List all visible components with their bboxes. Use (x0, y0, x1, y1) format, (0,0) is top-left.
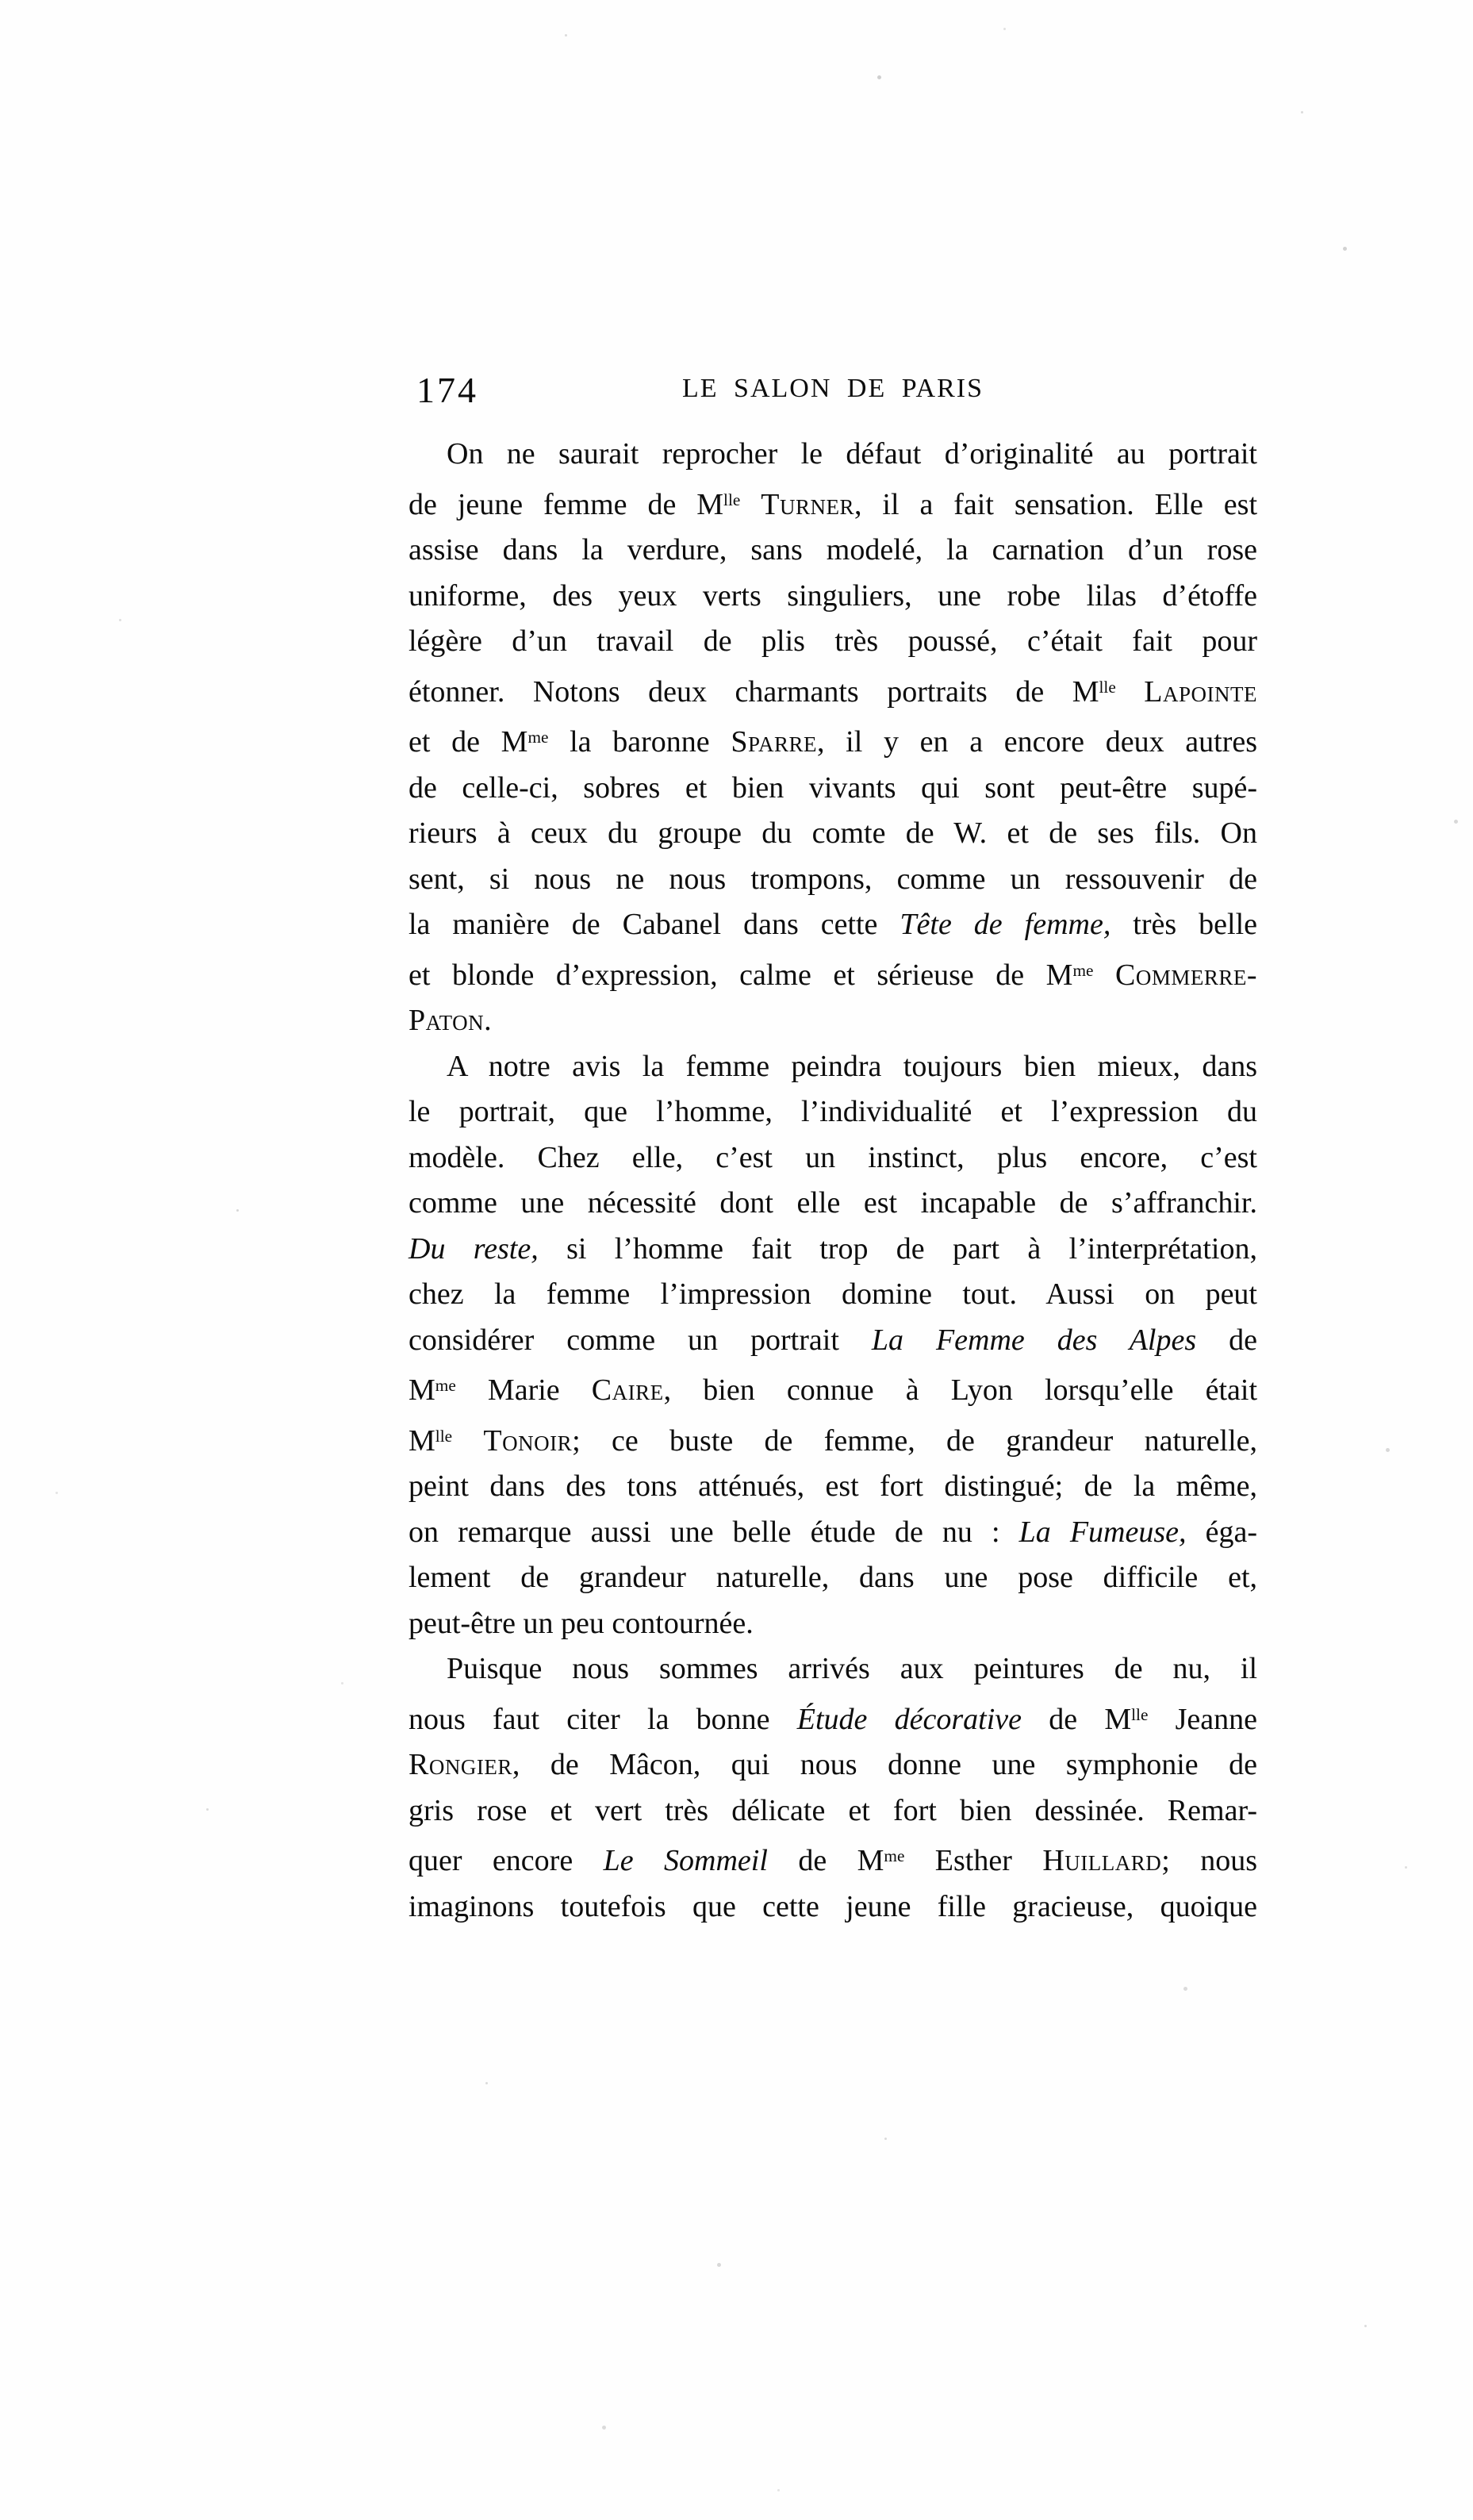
artwork-title: Du reste, (409, 1231, 539, 1266)
text-line (409, 1363, 1257, 1414)
text-line (409, 1414, 1257, 1465)
text-segment: considérer comme un portrait (409, 1323, 872, 1357)
text-segment: Jeanne (1148, 1702, 1257, 1736)
text-line (409, 619, 1257, 665)
text-line (409, 811, 1257, 857)
text-line (409, 998, 1257, 1044)
text-segment: comme une nécessité dont elle est incapable de s’affranchir. (409, 1186, 1257, 1220)
text-segment: modèle. Chez elle, c’est un instinct, plus encore, c’est (409, 1140, 1257, 1174)
text-segment: quer encore (409, 1844, 604, 1878)
person-name: Huillard (1042, 1844, 1162, 1878)
text-line (409, 1318, 1257, 1364)
abbreviation-superscript: me (435, 1376, 456, 1396)
text-segment: . (484, 1004, 492, 1038)
abbreviation-superscript: me (884, 1846, 905, 1866)
text-segment (740, 488, 761, 521)
text-segment (1093, 958, 1115, 992)
text-segment: le portrait, que l’homme, l’individualité et l’expression du (409, 1095, 1257, 1129)
text-segment: M (409, 1423, 435, 1458)
text-segment: sent, si nous ne nous trompons, comme un ressouvenir de (409, 862, 1257, 896)
text-segment (452, 1424, 483, 1458)
text-segment: nous faut citer la bonne (409, 1702, 797, 1736)
artwork-title: La Fumeuse, (1018, 1515, 1187, 1549)
abbreviation-superscript: me (1072, 960, 1094, 980)
text-segment: uniforme, des yeux verts singuliers, une robe lilas d’étoffe (409, 578, 1257, 613)
person-name: Commerre- (1114, 958, 1258, 992)
person-name: Sparre (731, 725, 817, 759)
text-line (409, 1788, 1257, 1834)
text-segment: et blonde d’expression, calme et sérieuse de M (409, 958, 1073, 992)
page-header (409, 372, 1257, 428)
text-segment: peint dans des tons atténués, est fort distingué; de la même, (409, 1469, 1257, 1504)
text-line (409, 1646, 1257, 1692)
scan-noise (0, 0, 2, 2)
person-name: Caire (591, 1373, 664, 1408)
text-segment: lement de grandeur naturelle, dans une pose difficile et, (409, 1561, 1257, 1595)
person-name: Lapointe (1144, 674, 1257, 709)
text-segment: de celle-ci, sobres et bien vivants qui sont peut-être supé- (409, 770, 1257, 805)
person-name: Tonoir (483, 1423, 573, 1458)
text-segment: , de Mâcon, qui nous donne une symphonie de (512, 1748, 1257, 1782)
text-line (409, 665, 1257, 716)
text-segment: la baronne (548, 725, 731, 759)
text-segment: légère d’un travail de plis très poussé, c’était fait pour (409, 624, 1257, 659)
text-segment: Marie (455, 1373, 592, 1408)
person-name: Paton (409, 1004, 485, 1038)
text-segment: chez la femme l’impression domine tout. Aussi on peut (409, 1277, 1257, 1312)
text-line (409, 1692, 1257, 1743)
text-line (409, 1742, 1257, 1788)
text-segment (1116, 675, 1145, 709)
text-line (409, 1089, 1257, 1135)
text-line (409, 1834, 1257, 1884)
text-segment: peut-être un peu contournée. (409, 1606, 754, 1640)
text-segment: de M (1022, 1702, 1132, 1736)
text-segment: On ne saurait reprocher le défaut d’originalité au portrait (447, 437, 1257, 471)
text-line (409, 1272, 1257, 1318)
text-line (409, 715, 1257, 766)
text-line (409, 1555, 1257, 1601)
text-line (409, 1044, 1257, 1090)
text-line (409, 766, 1257, 812)
page-number: 174 (416, 370, 478, 410)
text-segment: , bien connue à Lyon lorsqu’elle était (663, 1373, 1258, 1408)
text-segment: rieurs à ceux du groupe du comte de W. et de ses fils. On (409, 816, 1257, 851)
text-segment: gris rose et vert très délicate et fort bien dessinée. Remar- (409, 1793, 1257, 1827)
text-segment: imaginons toutefois que cette jeune fille gracieuse, quoique (409, 1890, 1257, 1923)
text-segment: de M (767, 1844, 884, 1878)
text-segment: ; ce buste de femme, de grandeur naturelle, (572, 1423, 1258, 1458)
text-line (409, 902, 1257, 948)
text-segment: si l’homme fait trop de part à l’interprétation, (538, 1231, 1257, 1266)
text-line (409, 432, 1257, 478)
text-line (409, 1181, 1257, 1227)
artwork-title: Étude décorative (796, 1702, 1022, 1736)
page-body (409, 432, 1257, 1930)
text-segment: on remarque aussi une belle étude de nu : (409, 1515, 1019, 1549)
abbreviation-superscript: me (527, 728, 549, 747)
text-segment: assise dans la verdure, sans modelé, la carnation d’un rose (409, 533, 1257, 567)
artwork-title: La Femme des Alpes (871, 1323, 1197, 1357)
text-line (409, 1227, 1257, 1273)
text-segment: M (409, 1373, 435, 1408)
abbreviation-superscript: lle (1131, 1704, 1149, 1724)
text-segment: A notre avis la femme peindra toujours bien mieux, dans (447, 1049, 1257, 1083)
text-line (409, 1601, 1257, 1647)
abbreviation-superscript: lle (1099, 677, 1116, 697)
text-line (409, 1135, 1257, 1181)
text-line (409, 857, 1257, 903)
text-line (409, 948, 1257, 999)
text-segment: très belle (1111, 908, 1257, 942)
text-segment: et de M (409, 725, 528, 759)
text-segment: de (1196, 1323, 1257, 1357)
text-segment: étonner. Notons deux charmants portraits de M (409, 674, 1099, 709)
text-segment: de jeune femme de M (409, 487, 724, 521)
abbreviation-superscript: lle (435, 1426, 453, 1446)
text-line (409, 1884, 1257, 1930)
abbreviation-superscript: lle (723, 490, 741, 509)
artwork-title: Le Sommeil (603, 1844, 768, 1878)
artwork-title: Tête de femme, (900, 908, 1111, 942)
text-line (409, 1464, 1257, 1510)
text-line (409, 528, 1257, 574)
text-segment: , il y en a encore deux autres (817, 725, 1258, 759)
text-line (409, 478, 1257, 528)
text-segment: Puisque nous sommes arrivés aux peintures de nu, il (447, 1652, 1257, 1686)
text-segment: la manière de Cabanel dans cette (409, 908, 900, 942)
text-segment: ; nous (1161, 1844, 1258, 1878)
text-segment: Esther (904, 1844, 1043, 1878)
text-segment: , il a fait sensation. Elle est (853, 487, 1258, 521)
text-line (409, 574, 1257, 620)
text-line (409, 1510, 1257, 1556)
person-name: Rongier (409, 1748, 512, 1782)
person-name: Turner (761, 487, 854, 521)
text-segment: éga- (1186, 1515, 1257, 1549)
running-title: LE SALON DE PARIS (682, 374, 984, 403)
